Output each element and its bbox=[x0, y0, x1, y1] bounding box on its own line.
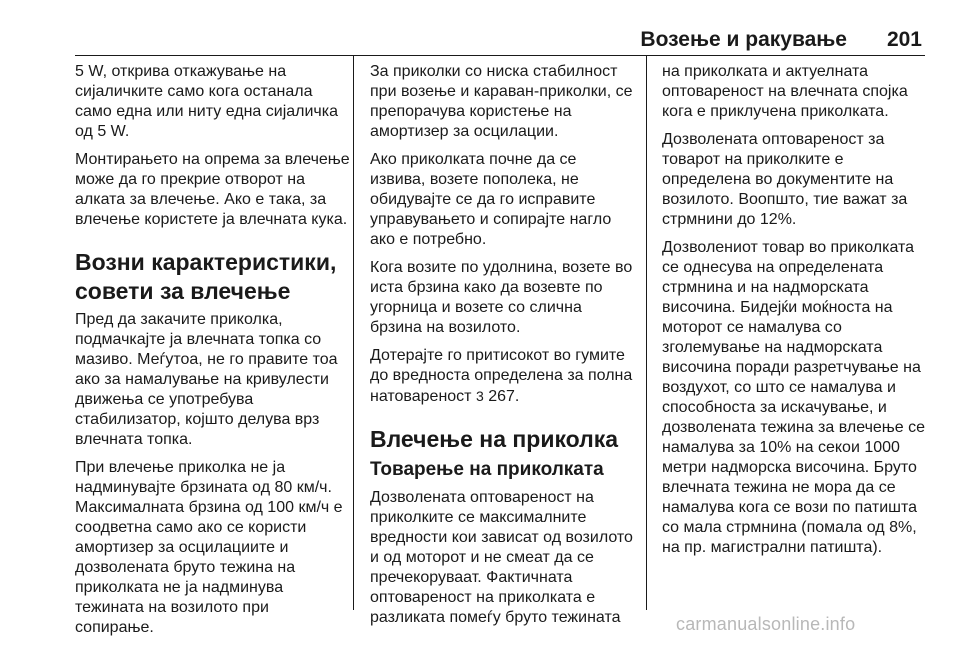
column-3 bbox=[662, 62, 927, 566]
section-heading: Возни карактеристики, совети за влечење bbox=[75, 249, 337, 304]
watermark: carmanualsonline.info bbox=[676, 614, 856, 634]
paragraph: При влечење приколка не ја надминувајте брзината од 80 км/ч. Максималната брзина од 100 км/ч е соодветна само ако се користи амортизер за осцилациите и дозволената бруто тежина на приколката не ја надминува тежината на возилото при сопирање. bbox=[75, 459, 343, 636]
page-reference[interactable]: 267. bbox=[483, 388, 520, 405]
paragraph: За приколки со ниска стабилност при возење и караван-приколки, се препорачува користење на амортизер за осцилации. bbox=[370, 63, 633, 140]
header-rule bbox=[75, 55, 925, 56]
subsection-heading: Товарење на приколката bbox=[370, 459, 604, 480]
paragraph bbox=[370, 346, 635, 407]
paragraph: на приколката и актуелната оптовареност на влечната спојка кога е приклучена приколката. bbox=[662, 63, 908, 120]
page-reference-icon: 3 bbox=[475, 388, 484, 404]
paragraph: Кога возите по удолнина, возете во иста брзина како да возевте по угорница и возете со слична брзина на возилото. bbox=[370, 259, 633, 336]
column-divider-2 bbox=[646, 55, 647, 610]
paragraph: Пред да закачите приколка, подмачкајте ја влечната топка со мазиво. Меѓутоа, не го правите тоа ако за намалување на кривулести движења се употребува стабилизатор, којшто делува врз влечната топка. bbox=[75, 311, 338, 448]
paragraph: Дозволената оптовареност на приколките се максималните вредности кои зависат од возилото и од моторот и не смеат да се пречекоруваат. Фактичната оптовареност на приколката е разликата помеѓу бруто тежината bbox=[370, 489, 633, 626]
section-heading: Влечење на приколка bbox=[370, 426, 619, 452]
page-header bbox=[640, 28, 922, 52]
paragraph: Монтирањето на опрема за влечење може да го прекрие отворот на алката за влечење. Ако е така, за влечење користете ја влечната кука. bbox=[75, 151, 350, 228]
running-title: Возење и ракување bbox=[640, 28, 847, 51]
paragraph: 5 W, открива откажување на сијаличките само кога останала само една или ниту една сијаличка од 5 W. bbox=[75, 63, 338, 140]
column-divider-1 bbox=[353, 55, 354, 610]
page-number: 201 bbox=[886, 28, 922, 51]
column-1 bbox=[75, 62, 350, 646]
paragraph: Дозволениот товар во приколката се однесува на определената стрмнина и на надморската височина. Бидејќи моќноста на моторот се намалува со зголемување на надморската височина поради разретчување на воздухот, со што се намалува и способноста за искачување, и дозволената тежина за влечење се намалува за 10% на секои 1000 метри надморска височина. Бруто влечната тежина не мора да се намалува кога се вози по патишта со мала стрмнина (помала од 8%, на пр. магистрални патишта). bbox=[662, 239, 926, 556]
column-2 bbox=[370, 62, 635, 636]
paragraph: Ако приколката почне да се извива, возете пополека, не обидувајте се да го исправите управувањето и сопирајте нагло ако е потребно. bbox=[370, 151, 612, 248]
paragraph-text: Дотерајте го притисокот во гумите до вредноста определена за полна натовареност bbox=[370, 347, 633, 405]
paragraph: Дозволената оптовареност за товарот на приколките е определена во документите на возилото. Воопшто, тие важат за стрмнини до 12%. bbox=[662, 131, 908, 228]
